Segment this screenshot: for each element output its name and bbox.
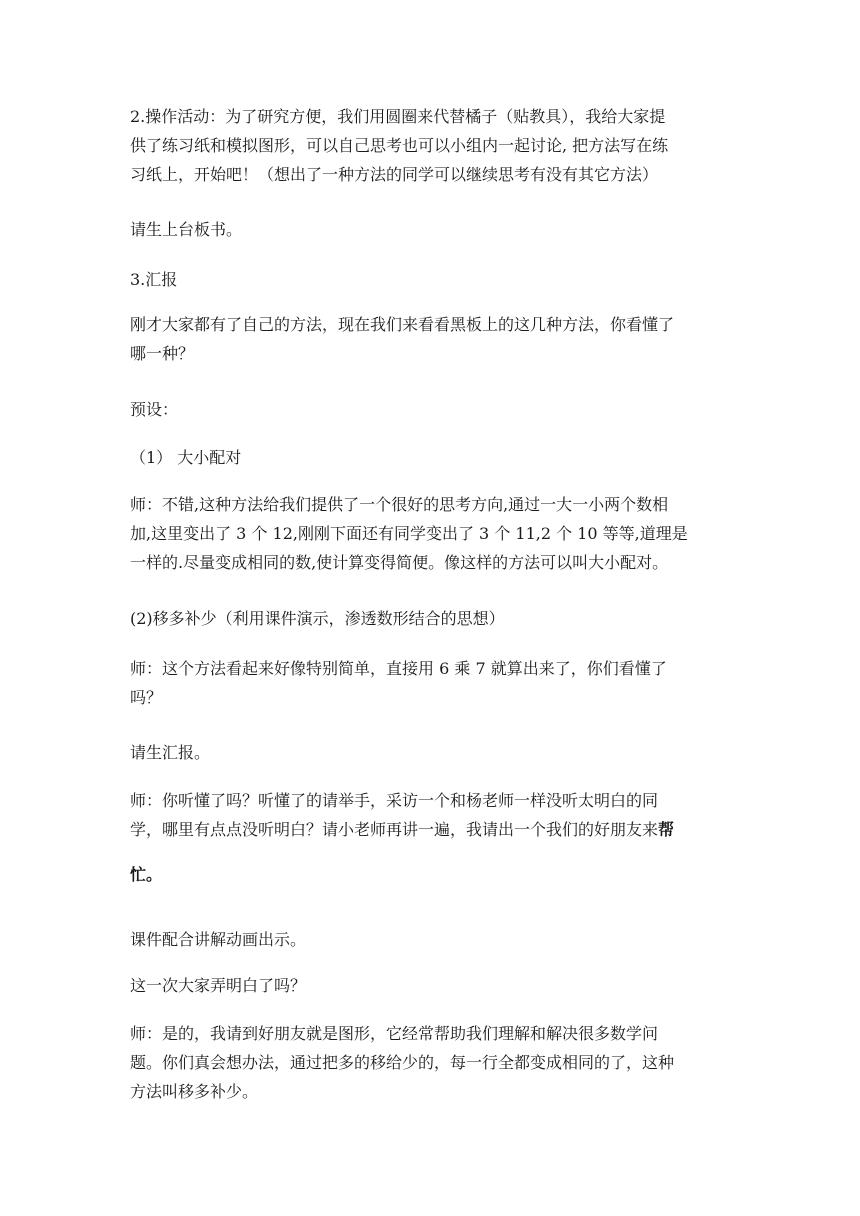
text-line: 3.汇报: [130, 270, 178, 289]
text-line: 课件配合讲解动画出示。: [130, 930, 307, 949]
text-line: 师：这个方法看起来好像特别简单，直接用 6 乘 7 就算出来了，你们看懂了: [130, 659, 667, 678]
paragraph-teacher-interview: [130, 786, 730, 889]
paragraph-preset: [130, 395, 730, 424]
text-line: 请生上台板书。: [130, 220, 243, 239]
text-line: 加,这里变出了 3 个 12,刚刚下面还有同学变出了 3 个 11,2 个 10 等等,道理是: [130, 524, 688, 543]
text-line: 预设：: [130, 400, 179, 419]
subheading-size-pairing: [130, 443, 730, 472]
text-line: 哪一种？: [130, 344, 195, 363]
text-line: 方法叫移多补少。: [130, 1082, 259, 1101]
text-line: 师：你听懂了吗？听懂了的请举手，采访一个和杨老师一样没听太明白的同: [130, 791, 659, 810]
text-line: 这一次大家弄明白了吗？: [130, 976, 307, 995]
subheading-move-more-fill-less: [130, 604, 730, 633]
paragraph-operation-activity: [130, 102, 730, 189]
paragraph-teacher-pairing: [130, 490, 730, 577]
text-line: 一样的.尽量变成相同的数,使计算变得简便。像这样的方法可以叫大小配对。: [130, 553, 669, 572]
text-line: 吗？: [130, 688, 163, 707]
text-line: (2)移多补少（利用课件演示，渗透数形结合的思想）: [130, 609, 505, 628]
text-line: [130, 815, 730, 844]
text-line: 刚才大家都有了自己的方法，现在我们来看看黑板上的这几种方法，你看懂了: [130, 315, 675, 334]
paragraph-methods: [130, 310, 730, 368]
paragraph-understand-question: [130, 971, 730, 1000]
text-line: 请生汇报。: [130, 743, 211, 762]
text-line: 2.操作活动：为了研究方便，我们用圆圈来代替橘子（贴教具），我给大家提: [130, 107, 666, 126]
paragraph-teacher-simple: [130, 654, 730, 712]
text-line: 习纸上，开始吧！（想出了一种方法的同学可以继续思考有没有其它方法）: [130, 165, 659, 184]
paragraph-courseware-animation: [130, 925, 730, 954]
paragraph-student-report: [130, 738, 730, 767]
text-line: 师：不错,这种方法给我们提供了一个很好的思考方向,通过一大一小两个数相: [130, 495, 669, 514]
text-line: （1） 大小配对: [130, 448, 242, 467]
paragraph-board-writing: [130, 215, 730, 244]
text-line: 供了练习纸和模拟图形，可以自己思考也可以小组内一起讨论, 把方法写在练: [130, 136, 669, 155]
section-heading-report: [130, 265, 730, 294]
text-line: 师：是的，我请到好朋友就是图形，它经常帮助我们理解和解决很多数学问: [130, 1024, 659, 1043]
paragraph-teacher-conclusion: [130, 1019, 730, 1106]
text-line: 题。你们真会想办法，通过把多的移给少的，每一行全都变成相同的了，这种: [130, 1053, 675, 1072]
text-segment: 学，哪里有点点没听明白？请小老师再讲一遍，我请出一个我们的好朋友来: [130, 820, 659, 839]
bold-text-line: 忙。: [130, 865, 163, 884]
bold-text: 帮: [658, 820, 675, 839]
